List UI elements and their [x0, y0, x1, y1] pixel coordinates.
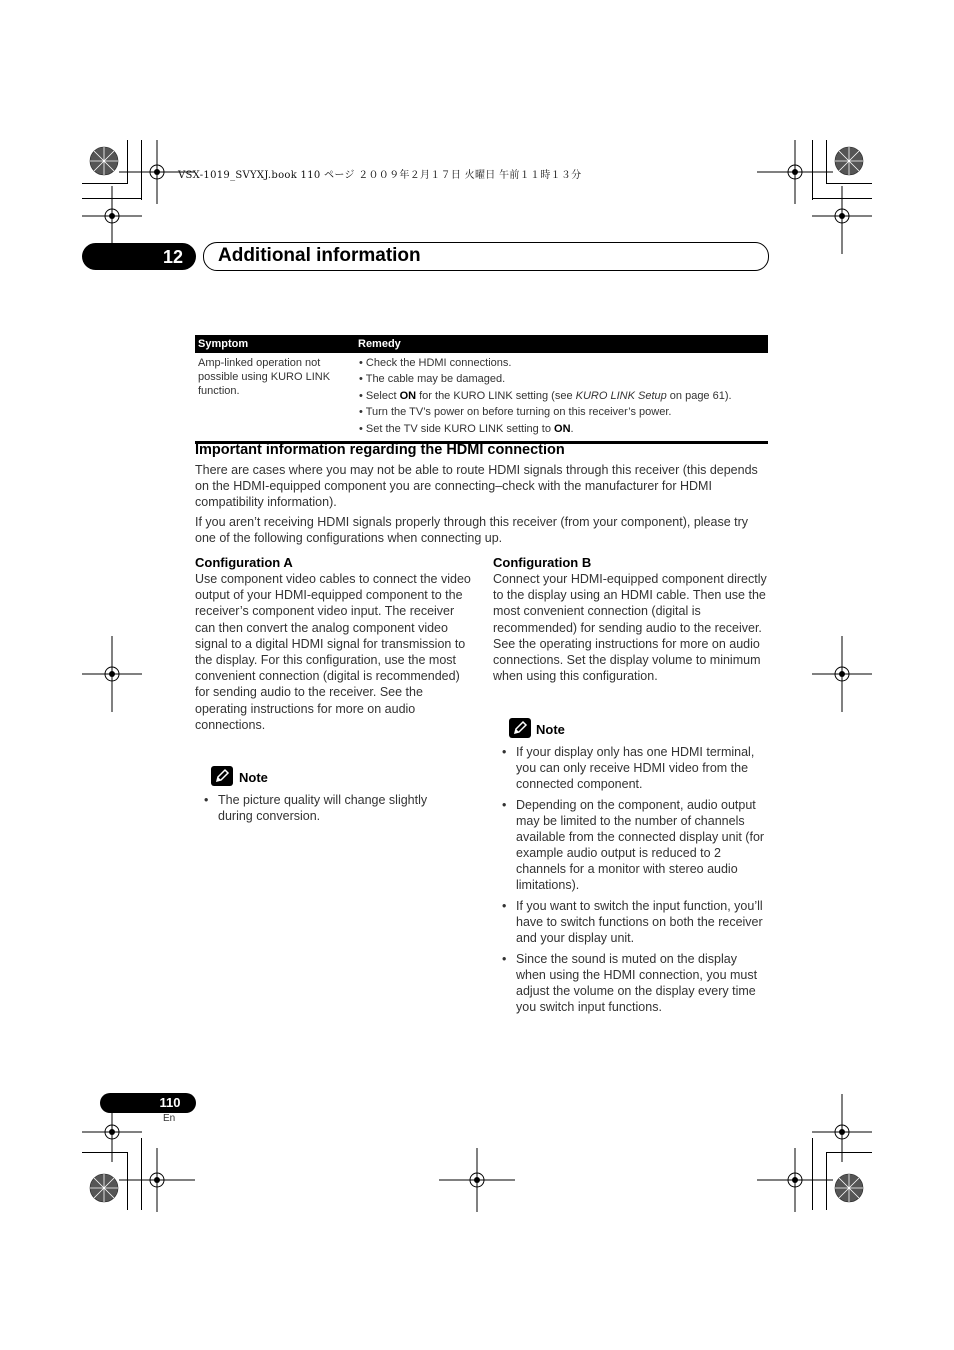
remedy-item: • Set the TV side KURO LINK setting to ON.: [359, 421, 768, 437]
note-item: • Depending on the component, audio output may be limited to the number of channels available from the connected display unit (for example audio output is reduced to 2 channels for a monitor with stereo audio limitations).: [493, 797, 768, 893]
chapter-number: 12: [162, 247, 184, 267]
config-b-heading: Configuration B: [493, 555, 592, 570]
remedy-item: • Check the HDMI connections.: [359, 355, 768, 371]
symptom-cell: Amp-linked operation not possible using KURO LINK function.: [195, 353, 355, 443]
note-item: • The picture quality will change slightly during conversion.: [195, 792, 465, 824]
config-a-notes: [195, 792, 465, 829]
config-b-notes: [493, 744, 768, 1020]
note-label: Note: [239, 770, 268, 785]
note-label: Note: [536, 722, 565, 737]
config-b-text: Connect your HDMI-equipped component directly to the display using an HDMI cable. Then use the most convenient connection (digital is recommended) for sending audio to the receiver. See the operating instructions for more on audio connections. Set the display volume to minimum when using this configuration.: [493, 572, 767, 684]
note-item: • If you want to switch the input function, you’ll have to switch functions on both the receiver and your display unit.: [493, 898, 768, 946]
note-item: • Since the sound is muted on the display when using the HDMI connection, you must adjust the volume on the display every time you switch input functions.: [493, 951, 768, 1015]
remedy-list: [355, 353, 768, 441]
remedy-cell: [355, 353, 768, 443]
column-header-remedy: Remedy: [355, 335, 768, 353]
remedy-item: • Turn the TV’s power on before turning on this receiver’s power.: [359, 404, 768, 420]
page-number: 110: [159, 1095, 181, 1110]
note-item: • If your display only has one HDMI terminal, you can only receive HDMI video from the connected component.: [493, 744, 768, 792]
column-header-symptom: Symptom: [195, 335, 355, 353]
intro-paragraph: There are cases where you may not be able to route HDMI signals through this receiver (this depends on the HDMI-equipped component you are connecting–check with the manufacturer for HDMI compatibility information).: [195, 463, 758, 510]
table-header-row: [195, 335, 768, 353]
chapter-title: Additional information: [218, 245, 421, 266]
remedy-item: • Select ON for the KURO LINK setting (see KURO LINK Setup on page 61).: [359, 388, 768, 404]
troubleshooting-table: [195, 335, 768, 444]
config-a-text: Use component video cables to connect the video output of your HDMI-equipped component to the receiver’s component video input. The receiver can then convert the analog component video signal to a digital HDMI signal for transmission to the display. For this configuration, use the most convenient connection (digital is recommended) for sending audio to the receiver. See the operating instructions for more on audio connections.: [195, 572, 471, 732]
intro-paragraph: If you aren’t receiving HDMI signals properly through this receiver (from your component), please try one of the following configurations when connecting up.: [195, 515, 749, 546]
book-file-header: VSX-1019_SVYXJ.book 110 ページ ２００９年２月１７日 火曜日 午前１１時１３分: [178, 170, 582, 181]
remedy-item: • The cable may be damaged.: [359, 371, 768, 387]
page-language: En: [163, 1113, 176, 1124]
section-heading: Important information regarding the HDMI connection: [195, 442, 565, 458]
table-row: [195, 353, 768, 443]
config-a-heading: Configuration A: [195, 555, 293, 570]
note-icon: [509, 718, 531, 738]
note-icon: [211, 766, 233, 786]
